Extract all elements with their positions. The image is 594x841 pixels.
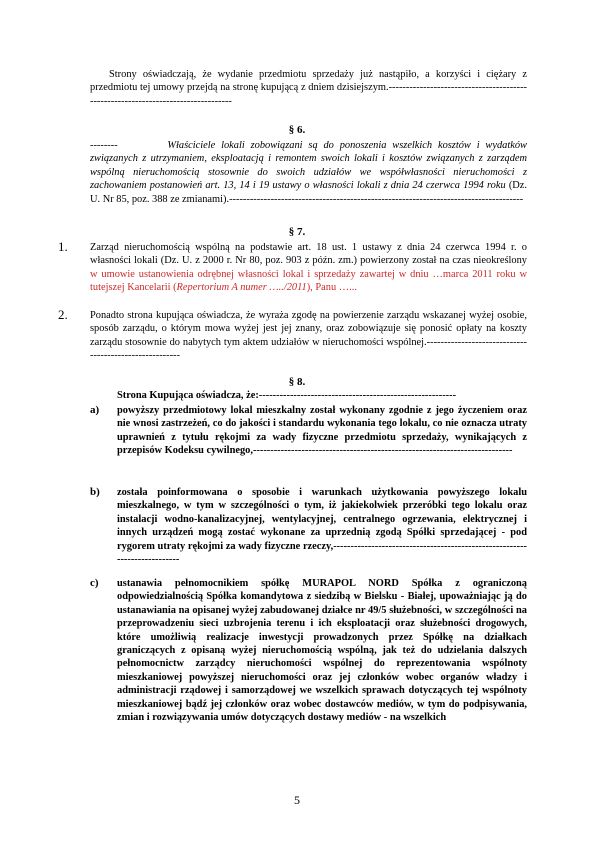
section-8-item-a-text: powyższy przedmiotowy lokal mieszkalny został wykonany zgodnie z jego życzeniem oraz nie wnosi zastrzeżeń, co do jakości i standardu wykonania tego lokalu, co nie oznacza utraty uprawnień z tytułu rękojmi za wady fizyczne przedmiotu sprzedaży, wynikających z przepisów Kodeksu cywilnego,--------------------------------------------------------------------------- [117, 405, 527, 457]
section-7-item-2 [90, 309, 527, 363]
section-7-item-2-text: Ponadto strona kupująca oświadcza, że wyraża zgodę na powierzenie zarządu wskazanej wyżej osobie, sposób zarządu, o którym mowa wyżej jest jej znany, oraz zobowiązuje się ponosić opłaty na koszty zarządu stosownie do nabytych tym aktem udziałów w nieruchomości wspólnej.------------------------------------------------------- [90, 310, 527, 362]
section-8-intro [117, 389, 527, 402]
intro-paragraph [90, 68, 527, 108]
section-8-item-c [117, 577, 527, 724]
section-7-item-1-repertorium: Repertorium A numer …../2011 [176, 282, 307, 294]
section-7-item-1-number: 1. [58, 239, 68, 254]
section-8-heading: § 8. [288, 376, 306, 388]
section-6-lead-dashes: -------- [90, 140, 118, 151]
section-6-trail: ------------------------------------------------------------------------------------- [229, 193, 524, 205]
section-8-item-c-text: ustanawia pełnomocnikiem spółkę MURAPOL NORD Spółka z ograniczoną odpowiedzialnością Spółka komandytowa z siedzibą w Bielsku - Białej, upoważniając ją do ustanawiania na opisanej wyżej zabudowanej działce nr 49/5 służebności, w szczególności na przeprowadzeniu sieci uzbrojenia terenu i ich eksploatacji oraz służebności drogowych, które umożliwią realizacje inwestycji prowadzonych przez Spółkę na działkach graniczących z opisaną wyżej nieruchomością wspólną, jak też do udzielania dalszych pełnomocnictw zarządcy nieruchomości wspólnej do reprezentowania wspólnoty mieszkaniowej powyższej nieruchomości oraz jej członków wobec organów władzy i administracji rządowej i samorządowej we wszelkich sprawach dotyczących tej wspólnoty mieszkaniowej bądź jej członków oraz wobec dostawców mediów, w tym do podpisywania, zmian i rozwiązywania umów dotyczących dostawy mediów - na wszelkich [117, 578, 527, 724]
section-8-item-b [117, 486, 527, 566]
section-6-text: Właściciele lokali zobowiązani są do ponoszenia wszelkich kosztów i wydatków związanych z utrzymaniem, eksploatacją i remontem swoich lokali i kosztów związanych z zarządem wspólną nieruchomością stosownie do swoich udziałów we współwłasności nieruchomości z zachowaniem postanowień art. 13, 14 i 19 ustawy o własności lokali z dnia 24 czerwca 1994 roku [90, 140, 527, 192]
section-7-item-1-red-tail: ), Panu …... [306, 282, 357, 294]
section-8-intro-text: Strona Kupująca oświadcza, że:--------------------------------------------------------- [117, 390, 457, 401]
section-8-item-a [117, 404, 527, 458]
intro-text: Strony oświadczają, że wydanie przedmiotu sprzedaży już nastąpiło, a korzyści i ciężary z przedmiotu tej umowy przejdą na stronę kupującą z dniem dzisiejszym.--------------------------------------------------------------------------------- [90, 69, 527, 107]
page-number: 5 [294, 793, 300, 807]
section-7-item-1 [90, 241, 527, 295]
section-8-item-b-text: została poinformowana o sposobie i warunkach użytkowania powyższego lokalu mieszkalnego, w tym w szczególności o tym, iż jakiekolwiek przeróbki tego lokalu oraz instalacji wodno-kanalizacyjnej, wentylacyjnej, centralnego ogrzewania, elektrycznej i innych urządzeń mogą zostać wykonane za uprzednią zgodą Spółki sprzedającej - pod rygorem utraty rękojmi za wady fizyczne rzeczy,-------------------------------------------------------------------------- [117, 487, 527, 566]
section-6-paragraph [90, 139, 527, 206]
section-6-reference: (Dz. U. Nr 85, poz. 388 ze zmianami). [90, 180, 527, 205]
section-6-heading: § 6. [288, 124, 306, 136]
section-7-item-1-text: Zarząd nieruchomością wspólną na podstawie art. 18 ust. 1 ustawy z dnia 24 czerwca 1994 r. o własności lokali (Dz. U. z 2000 r. Nr 80, poz. 903 z późn. zm.) powierzony został na czas nieokreślony [90, 242, 527, 267]
section-8-item-a-label: a) [90, 404, 100, 416]
section-8-item-b-label: b) [90, 486, 100, 498]
section-8-item-c-label: c) [90, 577, 99, 589]
section-7-heading: § 7. [288, 226, 306, 238]
section-7-item-2-number: 2. [58, 307, 68, 322]
section-7-item-1-red-text: w umowie ustanowienia odrębnej własności lokal i sprzedaży zawartej w dniu …marca 2011 roku w tutejszej Kancelarii ( [90, 268, 527, 294]
